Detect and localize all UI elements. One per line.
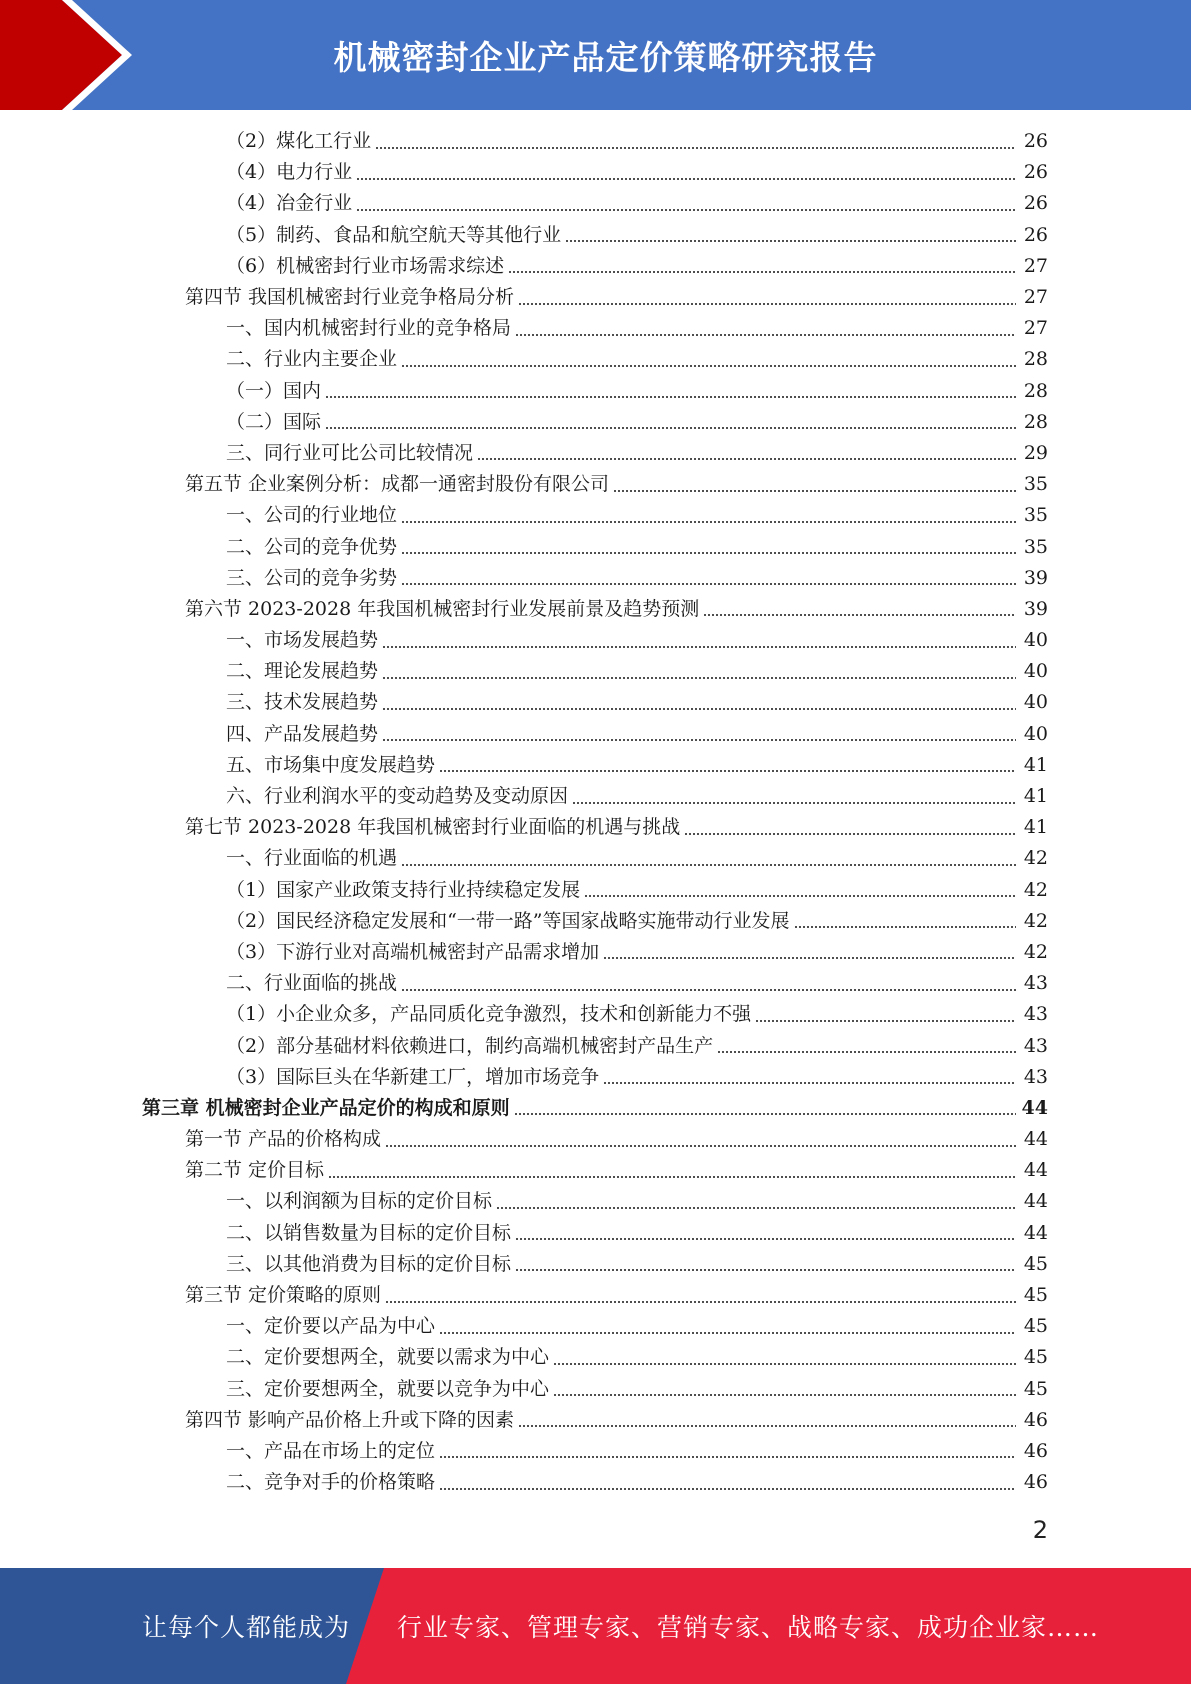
- toc-dot-leader: [382, 739, 1016, 741]
- toc-entry-page: 45: [1023, 1377, 1048, 1400]
- toc-entry-title: （3）国际巨头在华新建工厂，增加市场竞争: [226, 1065, 600, 1088]
- toc-entry-title: 二、以销售数量为目标的定价目标: [226, 1221, 512, 1244]
- toc-entry[interactable]: [0, 407, 1191, 438]
- toc-entry[interactable]: [0, 999, 1191, 1030]
- toc-entry-title: 二、公司的竞争优势: [226, 535, 398, 558]
- toc-entry[interactable]: [0, 843, 1191, 874]
- table-of-contents: [0, 126, 1191, 1498]
- toc-entry[interactable]: [0, 188, 1191, 219]
- toc-entry-page: 28: [1023, 379, 1048, 402]
- toc-entry-page: 26: [1023, 223, 1048, 246]
- toc-entry-page: 44: [1023, 1159, 1048, 1182]
- toc-entry[interactable]: [0, 500, 1191, 531]
- toc-entry-title: 一、行业面临的机遇: [226, 847, 398, 870]
- toc-entry-title: 三、以其他消费为目标的定价目标: [226, 1252, 512, 1275]
- toc-dot-leader: [385, 1301, 1016, 1303]
- toc-entry-page: 35: [1023, 504, 1048, 527]
- toc-entry-page: 45: [1023, 1346, 1048, 1369]
- toc-entry-page: 40: [1023, 691, 1048, 714]
- toc-entry-title: 三、公司的竞争劣势: [226, 566, 398, 589]
- toc-entry[interactable]: [0, 1374, 1191, 1405]
- toc-entry[interactable]: [0, 1467, 1191, 1498]
- toc-entry-page: 40: [1023, 660, 1048, 683]
- toc-entry-title: （2）国民经济稳定发展和“一带一路”等国家战略实施带动行业发展: [226, 909, 790, 932]
- toc-entry-title: （2）部分基础材料依赖进口，制约高端机械密封产品生产: [226, 1034, 714, 1057]
- toc-dot-leader: [385, 1145, 1016, 1147]
- toc-entry-page: 46: [1023, 1471, 1048, 1494]
- toc-entry[interactable]: [0, 1093, 1191, 1124]
- toc-entry-page: 27: [1023, 286, 1048, 309]
- toc-dot-leader: [401, 864, 1016, 866]
- toc-entry-title: 第四节 影响产品价格上升或下降的因素: [185, 1408, 515, 1431]
- toc-entry[interactable]: [0, 1342, 1191, 1373]
- toc-entry-title: （4）电力行业: [226, 161, 353, 184]
- toc-entry[interactable]: [0, 1249, 1191, 1280]
- toc-entry-page: 44: [1023, 1190, 1048, 1213]
- toc-dot-leader: [717, 1051, 1016, 1053]
- toc-entry-page: 40: [1023, 722, 1048, 745]
- toc-dot-leader: [553, 1363, 1016, 1365]
- toc-entry-title: （一）国内: [226, 379, 322, 402]
- toc-entry-page: 43: [1023, 1065, 1048, 1088]
- toc-entry-title: 一、市场发展趋势: [226, 629, 379, 652]
- toc-entry-page: 39: [1023, 566, 1048, 589]
- toc-dot-leader: [603, 957, 1016, 959]
- toc-dot-leader: [401, 521, 1016, 523]
- toc-entry[interactable]: [0, 750, 1191, 781]
- toc-entry-page: 35: [1023, 535, 1048, 558]
- document-title: 机械密封企业产品定价策略研究报告: [333, 37, 878, 77]
- toc-entry-title: 六、行业利润水平的变动趋势及变动原因: [226, 785, 569, 808]
- toc-entry[interactable]: [0, 1218, 1191, 1249]
- toc-dot-leader: [375, 147, 1016, 149]
- toc-dot-leader: [401, 552, 1016, 554]
- toc-entry-page: 28: [1023, 348, 1048, 371]
- toc-entry-page: 45: [1023, 1284, 1048, 1307]
- toc-dot-leader: [477, 458, 1016, 460]
- toc-entry-page: 26: [1023, 130, 1048, 153]
- toc-entry-title: 五、市场集中度发展趋势: [226, 753, 436, 776]
- toc-dot-leader: [382, 708, 1016, 710]
- toc-entry[interactable]: [0, 937, 1191, 968]
- toc-entry-title: 一、国内机械密封行业的竞争格局: [226, 317, 512, 340]
- toc-entry-page: 41: [1023, 785, 1048, 808]
- toc-entry[interactable]: [0, 687, 1191, 718]
- toc-dot-leader: [553, 1394, 1016, 1396]
- toc-entry-page: 35: [1023, 473, 1048, 496]
- toc-entry[interactable]: [0, 282, 1191, 313]
- toc-dot-leader: [439, 1456, 1016, 1458]
- toc-entry[interactable]: [0, 594, 1191, 625]
- toc-entry[interactable]: [0, 531, 1191, 562]
- toc-entry-page: 45: [1023, 1315, 1048, 1338]
- toc-dot-leader: [325, 396, 1016, 398]
- toc-entry-page: 44: [1023, 1221, 1048, 1244]
- toc-entry-title: 二、行业面临的挑战: [226, 972, 398, 995]
- toc-dot-leader: [703, 614, 1016, 616]
- toc-entry-title: 二、竞争对手的价格策略: [226, 1471, 436, 1494]
- toc-entry-title: （3）下游行业对高端机械密封产品需求增加: [226, 940, 600, 963]
- toc-entry-title: （1）小企业众多，产品同质化竞争激烈，技术和创新能力不强: [226, 1003, 752, 1026]
- toc-entry-title: 第三节 定价策略的原则: [185, 1284, 382, 1307]
- toc-entry[interactable]: [0, 563, 1191, 594]
- toc-entry-title: （2）煤化工行业: [226, 130, 372, 153]
- toc-dot-leader: [401, 583, 1016, 585]
- page-number: 2: [1032, 1516, 1048, 1544]
- toc-dot-leader: [794, 926, 1016, 928]
- toc-entry[interactable]: [0, 344, 1191, 375]
- toc-entry-page: 27: [1023, 317, 1048, 340]
- toc-entry-title: 第六节 2023-2028 年我国机械密封行业发展前景及趋势预测: [185, 597, 700, 620]
- toc-entry-page: 42: [1023, 847, 1048, 870]
- toc-entry-page: 42: [1023, 909, 1048, 932]
- toc-entry-page: 27: [1023, 254, 1048, 277]
- toc-entry-title: 第七节 2023-2028 年我国机械密封行业面临的机遇与挑战: [185, 816, 681, 839]
- toc-entry-page: 42: [1023, 940, 1048, 963]
- toc-dot-leader: [439, 1488, 1016, 1490]
- toc-entry[interactable]: [0, 157, 1191, 188]
- toc-dot-leader: [356, 178, 1016, 180]
- page-header: [0, 0, 1191, 110]
- toc-entry-page: 44: [1021, 1096, 1048, 1119]
- toc-entry-title: 一、公司的行业地位: [226, 504, 398, 527]
- toc-entry-title: 三、定价要想两全，就要以竞争为中心: [226, 1377, 550, 1400]
- footer-slogan-left: 让每个人都能成为: [142, 1613, 351, 1642]
- toc-entry-title: 三、同行业可比公司比较情况: [226, 441, 474, 464]
- toc-dot-leader: [515, 334, 1016, 336]
- toc-entry-page: 29: [1023, 441, 1048, 464]
- toc-entry-title: 四、产品发展趋势: [226, 722, 379, 745]
- toc-entry[interactable]: [0, 1311, 1191, 1342]
- toc-entry-title: 第二节 定价目标: [185, 1159, 325, 1182]
- toc-entry[interactable]: [0, 469, 1191, 500]
- toc-entry-title: （6）机械密封行业市场需求综述: [226, 254, 505, 277]
- page-footer: [0, 1568, 1191, 1684]
- toc-entry-title: 二、理论发展趋势: [226, 660, 379, 683]
- toc-entry[interactable]: [0, 968, 1191, 999]
- toc-entry-page: 43: [1023, 1034, 1048, 1057]
- toc-entry-title: 一、定价要以产品为中心: [226, 1315, 436, 1338]
- toc-entry[interactable]: [0, 812, 1191, 843]
- toc-entry-title: 第四节 我国机械密封行业竞争格局分析: [185, 286, 515, 309]
- toc-dot-leader: [613, 490, 1016, 492]
- toc-entry[interactable]: [0, 875, 1191, 906]
- toc-entry[interactable]: [0, 781, 1191, 812]
- toc-dot-leader: [439, 1332, 1016, 1334]
- toc-entry-page: 26: [1023, 192, 1048, 215]
- toc-entry[interactable]: [0, 1436, 1191, 1467]
- toc-entry-page: 40: [1023, 629, 1048, 652]
- toc-entry[interactable]: [0, 656, 1191, 687]
- toc-dot-leader: [496, 1207, 1016, 1209]
- toc-dot-leader: [356, 209, 1016, 211]
- toc-entry-page: 45: [1023, 1252, 1048, 1275]
- toc-entry[interactable]: [0, 1155, 1191, 1186]
- toc-dot-leader: [518, 303, 1016, 305]
- toc-entry[interactable]: [0, 251, 1191, 282]
- toc-entry[interactable]: [0, 1405, 1191, 1436]
- toc-entry[interactable]: [0, 1124, 1191, 1155]
- toc-dot-leader: [382, 677, 1016, 679]
- toc-dot-leader: [328, 1176, 1016, 1178]
- toc-entry-page: 41: [1023, 753, 1048, 776]
- toc-entry[interactable]: [0, 126, 1191, 157]
- toc-entry-title: 一、以利润额为目标的定价目标: [226, 1190, 493, 1213]
- toc-dot-leader: [518, 1425, 1016, 1427]
- toc-entry[interactable]: [0, 625, 1191, 656]
- toc-entry[interactable]: [0, 1280, 1191, 1311]
- toc-entry-title: （5）制药、食品和航空航天等其他行业: [226, 223, 562, 246]
- toc-entry-page: 43: [1023, 972, 1048, 995]
- toc-entry-title: 一、产品在市场上的定位: [226, 1439, 436, 1462]
- toc-dot-leader: [401, 989, 1016, 991]
- toc-dot-leader: [603, 1082, 1016, 1084]
- toc-entry[interactable]: [0, 1186, 1191, 1217]
- toc-entry-page: 44: [1023, 1128, 1048, 1151]
- toc-entry-title: 二、定价要想两全，就要以需求为中心: [226, 1346, 550, 1369]
- toc-dot-leader: [755, 1020, 1016, 1022]
- toc-entry-title: 二、行业内主要企业: [226, 348, 398, 371]
- toc-dot-leader: [565, 240, 1016, 242]
- toc-entry[interactable]: [0, 906, 1191, 937]
- toc-entry[interactable]: [0, 313, 1191, 344]
- toc-entry[interactable]: [0, 376, 1191, 407]
- toc-entry[interactable]: [0, 1062, 1191, 1093]
- toc-entry-title: （二）国际: [226, 410, 322, 433]
- footer-slogan-right: 行业专家、管理专家、营销专家、战略专家、成功企业家……: [397, 1613, 1100, 1642]
- toc-dot-leader: [684, 833, 1016, 835]
- toc-entry-page: 42: [1023, 878, 1048, 901]
- toc-entry-page: 28: [1023, 410, 1048, 433]
- toc-dot-leader: [439, 770, 1016, 772]
- toc-entry[interactable]: [0, 220, 1191, 251]
- toc-entry-title: 第五节 企业案例分析：成都一通密封股份有限公司: [185, 473, 610, 496]
- toc-dot-leader: [382, 646, 1016, 648]
- toc-entry[interactable]: [0, 1030, 1191, 1061]
- toc-entry-page: 46: [1023, 1439, 1048, 1462]
- toc-entry-page: 39: [1023, 597, 1048, 620]
- toc-entry-page: 41: [1023, 816, 1048, 839]
- toc-entry-title: 第三章 机械密封企业产品定价的构成和原则: [142, 1096, 510, 1119]
- toc-entry-title: 三、技术发展趋势: [226, 691, 379, 714]
- toc-entry-page: 43: [1023, 1003, 1048, 1026]
- toc-dot-leader: [572, 802, 1016, 804]
- toc-entry-page: 26: [1023, 161, 1048, 184]
- toc-entry-title: 第一节 产品的价格构成: [185, 1128, 382, 1151]
- toc-dot-leader: [325, 427, 1016, 429]
- toc-dot-leader: [584, 895, 1016, 897]
- toc-entry[interactable]: [0, 719, 1191, 750]
- toc-dot-leader: [514, 1113, 1016, 1115]
- toc-entry-title: （1）国家产业政策支持行业持续稳定发展: [226, 878, 581, 901]
- toc-entry-page: 46: [1023, 1408, 1048, 1431]
- toc-dot-leader: [515, 1238, 1016, 1240]
- toc-entry[interactable]: [0, 438, 1191, 469]
- toc-entry-title: （4）冶金行业: [226, 192, 353, 215]
- toc-dot-leader: [515, 1269, 1016, 1271]
- toc-dot-leader: [508, 271, 1016, 273]
- toc-dot-leader: [401, 365, 1016, 367]
